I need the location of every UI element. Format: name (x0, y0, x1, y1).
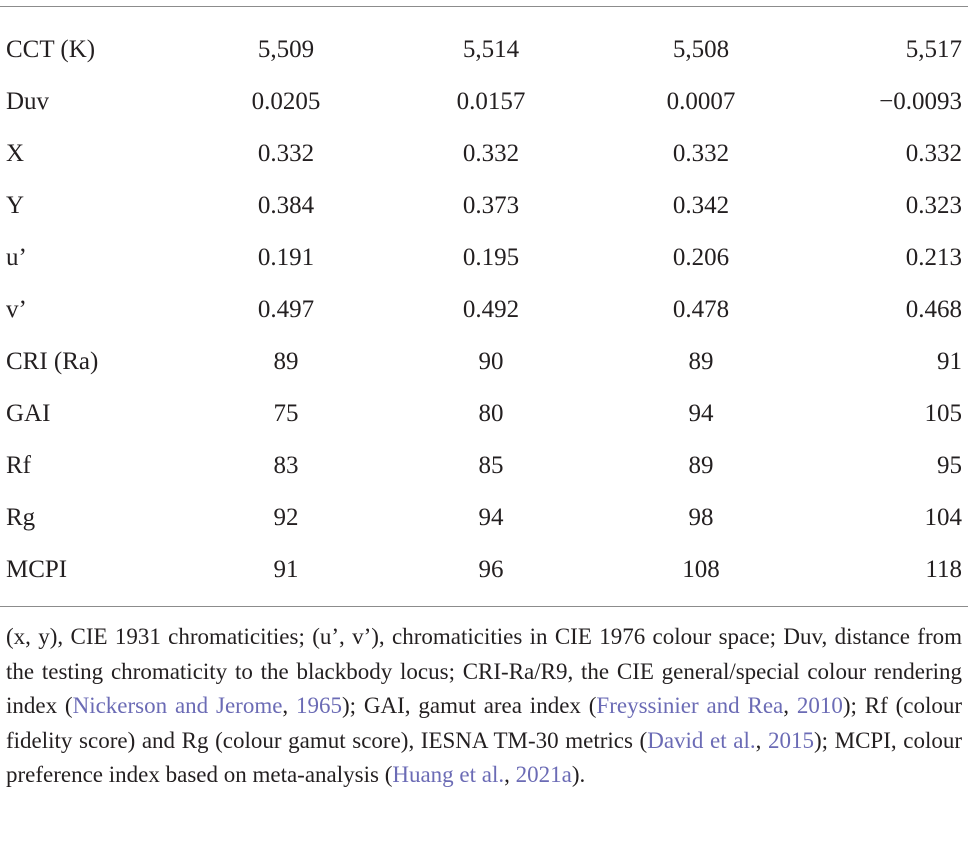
table-cell: 0.468 (905, 296, 962, 323)
table-cell: 5,514 (462, 36, 520, 63)
row-label: Rf (6, 452, 31, 479)
footnote-text: , (504, 762, 516, 787)
table-cell: 0.332 (462, 140, 520, 167)
table-cell: 90 (478, 348, 504, 375)
footnote-text: (x, y), CIE 1931 chromaticities; (u’, v’), chromaticities in CIE 1976 colour space; Duv, distance from the testing chromaticity to the blackbody locus; CRI-Ra/R9, the CIE general/special colour rendering index ( (6, 624, 962, 718)
table-bottom-rule (0, 606, 968, 607)
table-cell: 0.332 (257, 140, 315, 167)
table-cell: 80 (478, 400, 504, 427)
table-cell: 89 (273, 348, 299, 375)
table-cell: 118 (925, 556, 962, 583)
row-label: CRI (Ra) (6, 348, 99, 375)
table-row (0, 24, 968, 76)
row-label: u’ (6, 244, 27, 271)
table-cell: 75 (273, 400, 299, 427)
table-cell: 0.195 (462, 244, 520, 271)
row-label: v’ (6, 296, 27, 323)
table-cell: 94 (688, 400, 714, 427)
table-cell: 108 (682, 556, 720, 583)
table-cell: 91 (273, 556, 299, 583)
reference-link-david-authors[interactable]: David et al. (647, 727, 756, 753)
footnote-text: ); Rf (colour fidelity score) and Rg (colour gamut score), IESNA TM-30 metrics ( (6, 693, 962, 753)
footnote-text: ); MCPI, colour preference index based on meta-analysis ( (6, 727, 962, 787)
footnote-text: ). (571, 762, 586, 787)
table-row (0, 336, 968, 388)
table-cell: 0.191 (257, 244, 315, 271)
reference-link-freyssinier-rea-year[interactable]: 2010 (796, 693, 843, 718)
table-cell: 5,508 (672, 36, 730, 63)
row-label: CCT (K) (6, 36, 96, 63)
table-row (0, 284, 968, 336)
table-cell: 0.332 (905, 140, 962, 167)
table-cell: 0.373 (462, 192, 520, 219)
table-cell: 5,509 (257, 36, 315, 63)
table-cell: 91 (937, 348, 962, 375)
reference-link-huang-year[interactable]: 2021a (515, 762, 572, 787)
footnote-text: , (282, 693, 297, 718)
table-cell: 0.492 (462, 296, 520, 323)
table-cell: 0.0157 (456, 88, 526, 115)
table-cell: 0.0205 (251, 88, 321, 115)
table-cell: 0.206 (672, 244, 730, 271)
reference-link-freyssinier-rea-authors[interactable]: Freyssinier and Rea (596, 693, 784, 718)
table-cell: 85 (478, 452, 504, 479)
table-cell: 0.323 (905, 192, 962, 219)
row-label: MCPI (6, 556, 68, 583)
row-label: Y (6, 192, 25, 219)
table-row (0, 180, 968, 232)
table-cell: 96 (478, 556, 504, 583)
table-cell: 0.332 (672, 140, 730, 167)
colorimetric-table (0, 24, 968, 596)
table-cell: 95 (937, 452, 962, 479)
reference-link-nickerson-jerome-year[interactable]: 1965 (296, 693, 343, 718)
table-cell: 0.497 (257, 296, 315, 323)
table-cell: 98 (688, 504, 714, 531)
table-cell: 89 (688, 348, 714, 375)
table-row (0, 128, 968, 180)
table-cell: 94 (478, 504, 504, 531)
row-label: Rg (6, 504, 36, 531)
table-row (0, 388, 968, 440)
table-cell: 105 (924, 400, 962, 427)
table-top-rule (0, 6, 968, 7)
table-cell: 0.478 (672, 296, 730, 323)
table-footnote (6, 620, 962, 793)
table-cell: 0.213 (905, 244, 962, 271)
table-row (0, 76, 968, 128)
reference-link-huang-authors[interactable]: Huang et al. (392, 762, 505, 787)
table-cell: 5,517 (905, 36, 962, 63)
table-cell: 0.0007 (666, 88, 736, 115)
table-cell: 0.342 (672, 192, 730, 219)
table-row (0, 440, 968, 492)
table-row (0, 544, 968, 596)
reference-link-david-year[interactable]: 2015 (767, 727, 814, 753)
footnote-text: , (755, 727, 768, 753)
table-row (0, 492, 968, 544)
table-cell: 83 (273, 452, 299, 479)
row-label: Duv (6, 88, 50, 115)
table-row (0, 232, 968, 284)
table-cell: −0.0093 (879, 88, 962, 115)
footnote-text: , (783, 693, 797, 718)
reference-link-nickerson-jerome-authors[interactable]: Nickerson and Jerome (72, 693, 283, 718)
footnote-text: ); GAI, gamut area index ( (342, 693, 597, 718)
table-cell: 104 (924, 504, 962, 531)
row-label: X (6, 140, 25, 167)
table-cell: 89 (688, 452, 714, 479)
row-label: GAI (6, 400, 51, 427)
table-cell: 0.384 (257, 192, 315, 219)
table-cell: 92 (273, 504, 299, 531)
